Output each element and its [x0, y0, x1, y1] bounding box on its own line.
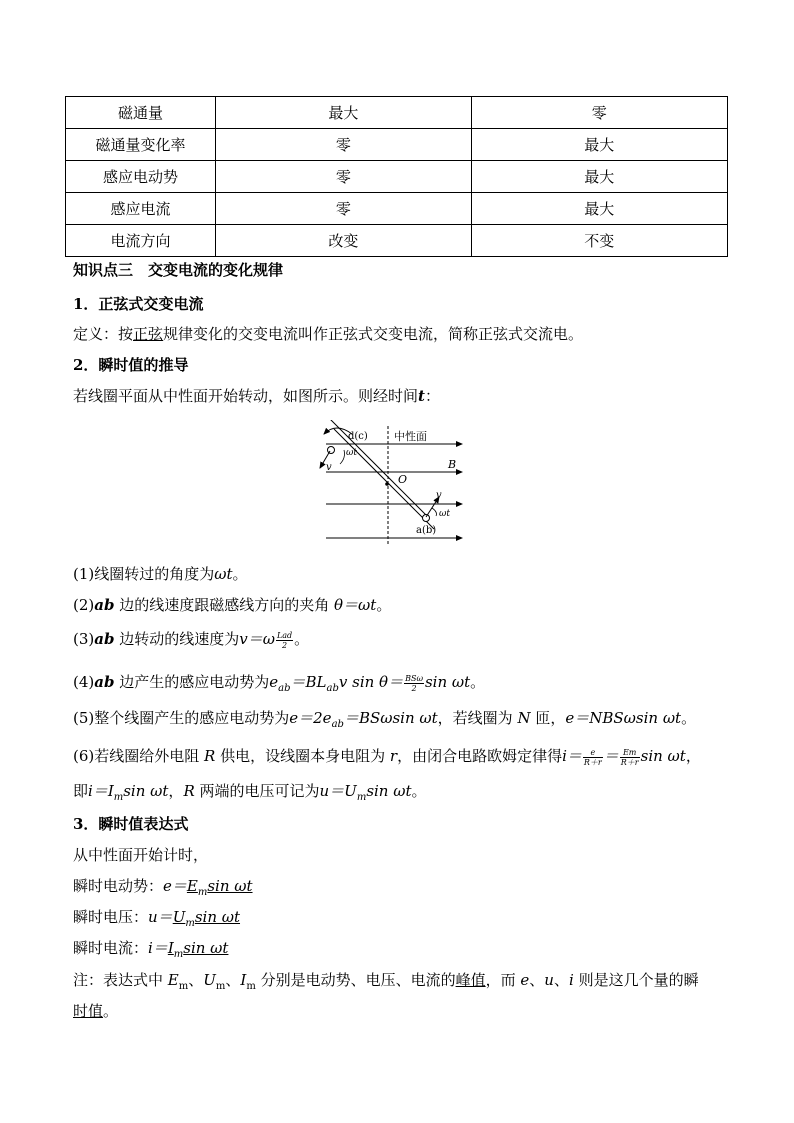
subscript: m: [173, 949, 184, 960]
table-cell: 零: [471, 97, 727, 129]
denominator: 2: [282, 640, 288, 650]
subscript: m: [178, 981, 189, 992]
step-2: [73, 594, 391, 616]
note-line-2: [73, 1000, 118, 1022]
table-cell: 不变: [471, 225, 727, 257]
underlined-text: 时值: [73, 1002, 104, 1020]
text: 、: [188, 971, 204, 989]
numerator: Em: [620, 748, 640, 758]
table-cell: 最大: [471, 129, 727, 161]
table-cell: 最大: [471, 193, 727, 225]
math: sin ωt: [366, 782, 412, 800]
math: r: [385, 747, 398, 765]
row-header-cell: 磁通量: [66, 97, 216, 129]
math: i＝I: [88, 782, 114, 800]
fraction: [620, 748, 640, 767]
subscript: m: [197, 887, 208, 898]
text: 。: [376, 596, 392, 614]
text: 注：表达式中: [73, 971, 164, 989]
table-row: [66, 161, 728, 193]
text: 分别是电动势、电压、电流的: [255, 971, 456, 989]
subscript: m: [246, 981, 256, 992]
velocity-label-top: v: [326, 462, 332, 473]
table-row: [66, 193, 728, 225]
math: ab: [94, 596, 115, 614]
underlined-blank: [172, 908, 241, 929]
math: I: [167, 939, 174, 957]
math: ab: [94, 630, 115, 648]
note-line-1: [73, 969, 699, 998]
text: 瞬时电流：: [73, 939, 149, 957]
math: θ＝ωt: [334, 596, 377, 614]
angle-label-bottom: ωt: [439, 509, 450, 519]
angle-arc-bottom: [432, 508, 437, 516]
text: 。: [232, 565, 248, 583]
underlined-text: 正弦: [133, 325, 164, 343]
denominator: R＋r: [583, 757, 602, 767]
math: R: [183, 782, 195, 800]
math: I: [240, 971, 247, 989]
instant-voltage: [73, 906, 240, 935]
math: U: [203, 971, 216, 989]
step-6-continued: [73, 780, 427, 809]
table-row: [66, 97, 728, 129]
text: 定义：按: [73, 325, 134, 343]
subscript: m: [356, 792, 367, 803]
subsection-title-3: 3．瞬时值表达式: [73, 815, 189, 833]
row-header-cell: 感应电流: [66, 193, 216, 225]
conductor-top: [328, 447, 335, 454]
math: sin ωt: [194, 908, 241, 926]
math: ab: [94, 673, 115, 691]
step-6: [73, 745, 701, 767]
math: ＝BL: [290, 673, 327, 691]
text: 。: [470, 673, 486, 691]
math: e: [515, 971, 530, 989]
text: 则是这几个量的瞬: [573, 971, 699, 989]
math: e＝NBSωsin ωt: [565, 709, 682, 727]
instant-current: [73, 937, 228, 966]
underlined-text: 峰值: [455, 971, 486, 989]
math: ＝BSωsin ωt: [343, 709, 438, 727]
numerator: e: [583, 748, 603, 758]
step-3: [73, 628, 309, 650]
text: 。: [681, 709, 697, 727]
math: u＝U: [319, 782, 357, 800]
conductor-bottom: [423, 515, 430, 522]
math: ＝: [603, 747, 619, 765]
table-cell: 零: [216, 193, 471, 225]
table-cell: 零: [216, 161, 471, 193]
comparison-table-body: [66, 97, 728, 257]
text: 供电，设线圈本身电阻为: [220, 747, 386, 765]
fraction: [276, 631, 293, 650]
math: v sin θ＝: [338, 673, 404, 691]
math: e＝2e: [289, 709, 332, 727]
subscript: m: [113, 792, 124, 803]
fraction: [583, 748, 603, 767]
denominator: R＋r: [620, 757, 639, 767]
text: 边产生的感应电动势为: [114, 673, 270, 691]
text: (5)整个线圈产生的感应电动势为: [73, 709, 290, 727]
subsection-title-2: 2．瞬时值的推导: [73, 356, 189, 374]
math: i: [568, 971, 574, 989]
text: 边转动的线速度为: [114, 630, 240, 648]
text: (1)线圈转过的角度为: [73, 565, 215, 583]
math: sin ωt: [183, 939, 229, 957]
text: 即: [73, 782, 89, 800]
text: 瞬时电压：: [73, 908, 149, 926]
math: sin ωt: [424, 673, 471, 691]
subscript: m: [185, 918, 195, 929]
comparison-table: [65, 96, 728, 257]
step-5: [73, 707, 696, 736]
numerator: BSω: [405, 673, 423, 683]
instant-emf: [73, 875, 253, 904]
math: ωt: [214, 565, 233, 583]
math: i＝: [562, 747, 582, 765]
math: R: [199, 747, 221, 765]
numerator: Lad: [276, 630, 293, 640]
denominator: 2: [411, 683, 417, 693]
math: u: [544, 971, 554, 989]
table-cell: 改变: [216, 225, 471, 257]
subscript: ab: [278, 683, 291, 694]
pivot-label: O: [398, 473, 408, 486]
step-4: [73, 671, 485, 700]
text: 匝，: [535, 709, 566, 727]
math: E: [163, 971, 179, 989]
intro-line: [73, 385, 440, 407]
text: 。: [294, 630, 310, 648]
row-header-cell: 感应电动势: [66, 161, 216, 193]
timing-intro: 从中性面开始计时，: [73, 846, 209, 864]
math: i＝: [148, 939, 168, 957]
step-1: [73, 563, 248, 585]
text: (2): [73, 596, 95, 614]
text: 边的线速度跟磁感线方向的夹角: [114, 596, 335, 614]
section-heading: 知识点三 交变电流的变化规律: [73, 261, 284, 279]
table-cell: 零: [216, 129, 471, 161]
math: t: [418, 387, 425, 405]
math: E: [186, 877, 198, 895]
table-row: [66, 225, 728, 257]
math: N: [512, 709, 536, 727]
text: 。: [411, 782, 427, 800]
text: ，由闭合电路欧姆定律得: [397, 747, 563, 765]
subscript: m: [215, 981, 226, 992]
angle-label-top: ωt: [346, 448, 357, 458]
math: sin ωt: [123, 782, 169, 800]
text: 、: [553, 971, 569, 989]
fraction: [404, 674, 424, 693]
text: 瞬时电动势：: [73, 877, 164, 895]
table-row: [66, 129, 728, 161]
math: u＝: [148, 908, 173, 926]
text: 规律变化的交变电流叫作正弦式交变电流，简称正弦式交流电。: [163, 325, 584, 343]
bottom-conductor-label: a(b): [416, 525, 437, 536]
top-conductor-label: d(c): [348, 431, 368, 442]
text: (6)若线圈给外电阻: [73, 747, 200, 765]
text: (4): [73, 673, 95, 691]
subscript: ab: [326, 683, 339, 694]
table-cell: 最大: [216, 97, 471, 129]
text: 、: [225, 971, 241, 989]
pivot-point: [385, 482, 389, 486]
math: e: [269, 673, 279, 691]
underlined-blank: [186, 877, 253, 898]
text: 。: [103, 1002, 119, 1020]
row-header-cell: 磁通量变化率: [66, 129, 216, 161]
velocity-label-bottom: v: [436, 490, 442, 501]
math: sin ωt: [640, 747, 686, 765]
row-header-cell: 电流方向: [66, 225, 216, 257]
text: 若线圈平面从中性面开始转动，如图所示。则经时间: [73, 387, 419, 405]
subscript: ab: [331, 719, 344, 730]
definition-line: [73, 323, 583, 345]
text: 、: [529, 971, 545, 989]
subsection-title-1: 1．正弦式交变电流: [73, 295, 204, 313]
angle-arc-top: [340, 450, 345, 464]
field-label: B: [448, 458, 457, 471]
math: v＝ω: [239, 630, 275, 648]
text: ，而: [485, 971, 516, 989]
underlined-blank: [167, 939, 229, 960]
math: e＝: [163, 877, 187, 895]
neutral-plane-label: 中性面: [394, 430, 427, 443]
text: ，若线圈为: [437, 709, 513, 727]
text: (3): [73, 630, 95, 648]
coil-rotation-diagram: [318, 420, 468, 550]
math: U: [172, 908, 186, 926]
table-cell: 最大: [471, 161, 727, 193]
text: ，: [168, 782, 184, 800]
text: ：: [424, 387, 440, 405]
text: ，: [685, 747, 701, 765]
math: sin ωt: [207, 877, 253, 895]
text: 两端的电压可记为: [194, 782, 320, 800]
